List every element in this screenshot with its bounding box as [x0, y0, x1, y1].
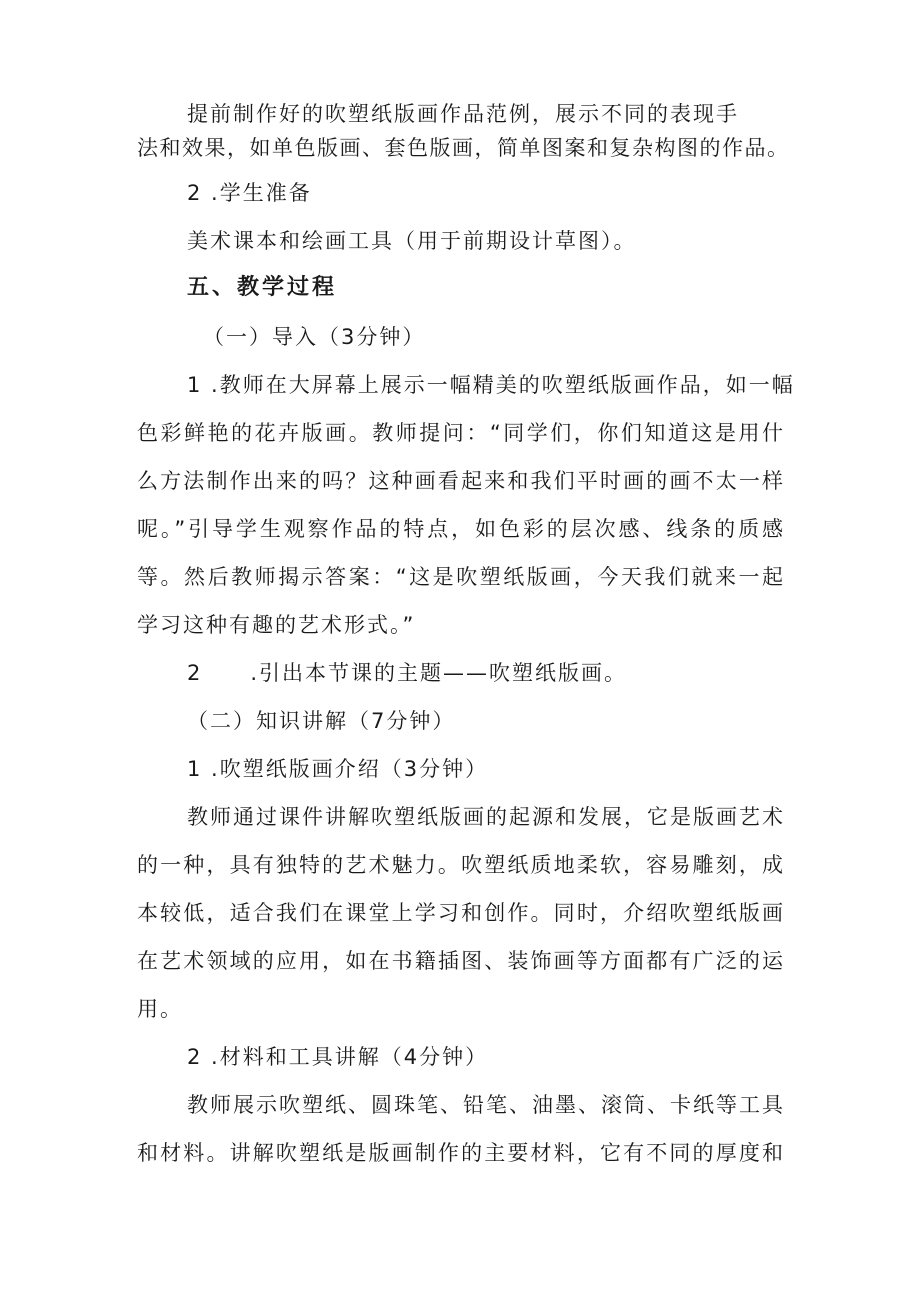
list-item	[187, 658, 747, 688]
paragraph-line: 1 .教师在大屏幕上展示一幅精美的吹塑纸版画作品，如一幅	[187, 373, 795, 397]
paragraph-line: 呢。”引导学生观察作品的特点，如色彩的层次感、线条的质感	[137, 517, 785, 541]
subsection-heading: （一）导入（3分钟）	[203, 325, 426, 349]
paragraph-line: 提前制作好的吹塑纸版画作品范例，展示不同的表现手	[187, 102, 739, 126]
paragraph-line: 本较低，适合我们在课堂上学习和创作。同时，介绍吹塑纸版画	[137, 901, 785, 925]
paragraph-line: 色彩鲜艳的花卉版画。教师提问：“同学们，你们知道这是用什	[137, 421, 785, 445]
section-heading: 2 .材料和工具讲解（4分钟）	[187, 1045, 489, 1069]
paragraph-line: 等。然后教师揭示答案：“这是吹塑纸版画，今天我们就来一起	[137, 565, 785, 589]
paragraph-line: 美术课本和绘画工具（用于前期设计草图）。	[187, 229, 637, 253]
paragraph-line: 的一种，具有独特的艺术魅力。吹塑纸质地柔软，容易雕刻，成	[137, 853, 785, 877]
paragraph-line: 学习这种有趣的艺术形式。”	[137, 613, 416, 637]
section-heading: 2 .学生准备	[187, 181, 312, 205]
paragraph-line: 教师展示吹塑纸、圆珠笔、铅笔、油墨、滚筒、卡纸等工具	[187, 1093, 785, 1117]
subsection-heading: （二）知识讲解（7分钟）	[187, 709, 456, 733]
list-text: .引出本节课的主题——吹塑纸版画。	[250, 661, 628, 685]
paragraph-line: 教师通过课件讲解吹塑纸版画的起源和发展，它是版画艺术	[187, 805, 785, 829]
section-heading: 1 .吹塑纸版画介绍（3分钟）	[187, 757, 489, 781]
paragraph-line: 在艺术领域的应用，如在书籍插图、装饰画等方面都有广泛的运	[137, 949, 785, 973]
paragraph-line: 和材料。讲解吹塑纸是版画制作的主要材料，它有不同的厚度和	[137, 1141, 785, 1165]
paragraph-line: 用。	[137, 997, 183, 1021]
paragraph-line: 么方法制作出来的吗？这种画看起来和我们平时画的画不太一样	[137, 469, 785, 493]
chapter-heading: 五、教学过程	[187, 275, 338, 300]
list-number: 2	[187, 661, 203, 685]
paragraph-line: 法和效果，如单色版画、套色版画，简单图案和复杂构图的作品。	[137, 136, 790, 160]
